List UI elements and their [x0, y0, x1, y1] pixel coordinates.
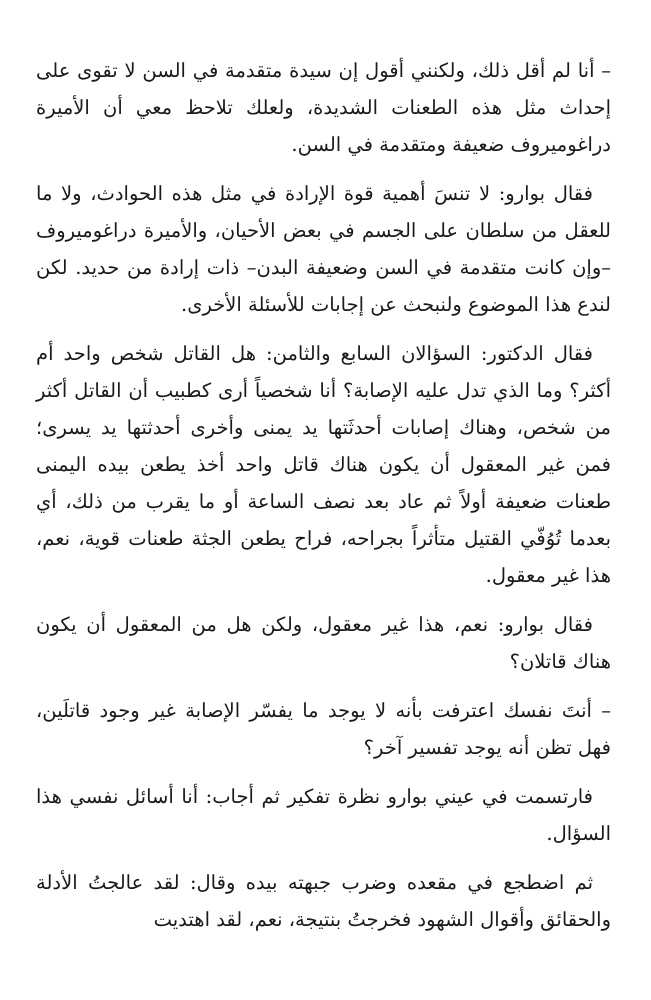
paragraph-7: ثم اضطجع في مقعده وضرب جبهته بيده وقال: لقد عالجتُ الأدلة والحقائق وأقوال الشهود فخرجتُ بنتيجة، نعم، لقد اهتديت: [36, 871, 611, 931]
paragraph-3: فقال الدكتور: السؤالان السابع والثامن: هل القاتل شخص واحد أم أكثر؟ وما الذي تدل عليه الإصابة؟ أنا شخصياً أرى كطبيب أن القاتل أكثر من شخص، وهناك إصابات أحدثَتها يد يمنى وأخرى أحدثتها يد يسرى؛ فمن غير المعقول أن يكون هناك قاتل واحد أخذ يطعن بيده اليمنى طعنات ضعيفة أولاً ثم عاد بعد نصف الساعة أو ما يقرب من ذلك، أي بعدما تُوُفّي القتيل متأثراً بجراحه، فراح يطعن الجثة طعنات قوية، نعم، هذا غير معقول.: [36, 342, 611, 587]
paragraph-2: فقال بوارو: لا تنسَ أهمية قوة الإرادة في مثل هذه الحوادث، ولا ما للعقل من سلطان على الجسم في بعض الأحيان، والأميرة دراغوميروف –وإن كانت متقدمة في السن وضعيفة البدن– ذات إرادة من حديد. لكن لندع هذا الموضوع ولنبحث عن إجابات للأسئلة الأخرى.: [36, 182, 611, 316]
paragraph-4: فقال بوارو: نعم، هذا غير معقول، ولكن هل من المعقول أن يكون هناك قاتلان؟: [36, 613, 611, 673]
book-page: [36, 52, 611, 950]
paragraph-6: فارتسمت في عيني بوارو نظرة تفكير ثم أجاب: أنا أسائل نفسي هذا السؤال.: [36, 785, 611, 845]
paragraph-5: – أنتَ نفسك اعترفت بأنه لا يوجد ما يفسّر الإصابة غير وجود قاتلَين، فهل تظن أنه يوجد تفسير آخر؟: [36, 699, 611, 759]
paragraph-1: – أنا لم أقل ذلك، ولكنني أقول إن سيدة متقدمة في السن لا تقوى على إحداث مثل هذه الطعنات الشديدة، ولعلك تلاحظ معي أن الأميرة دراغوميروف ضعيفة ومتقدمة في السن.: [36, 59, 611, 156]
